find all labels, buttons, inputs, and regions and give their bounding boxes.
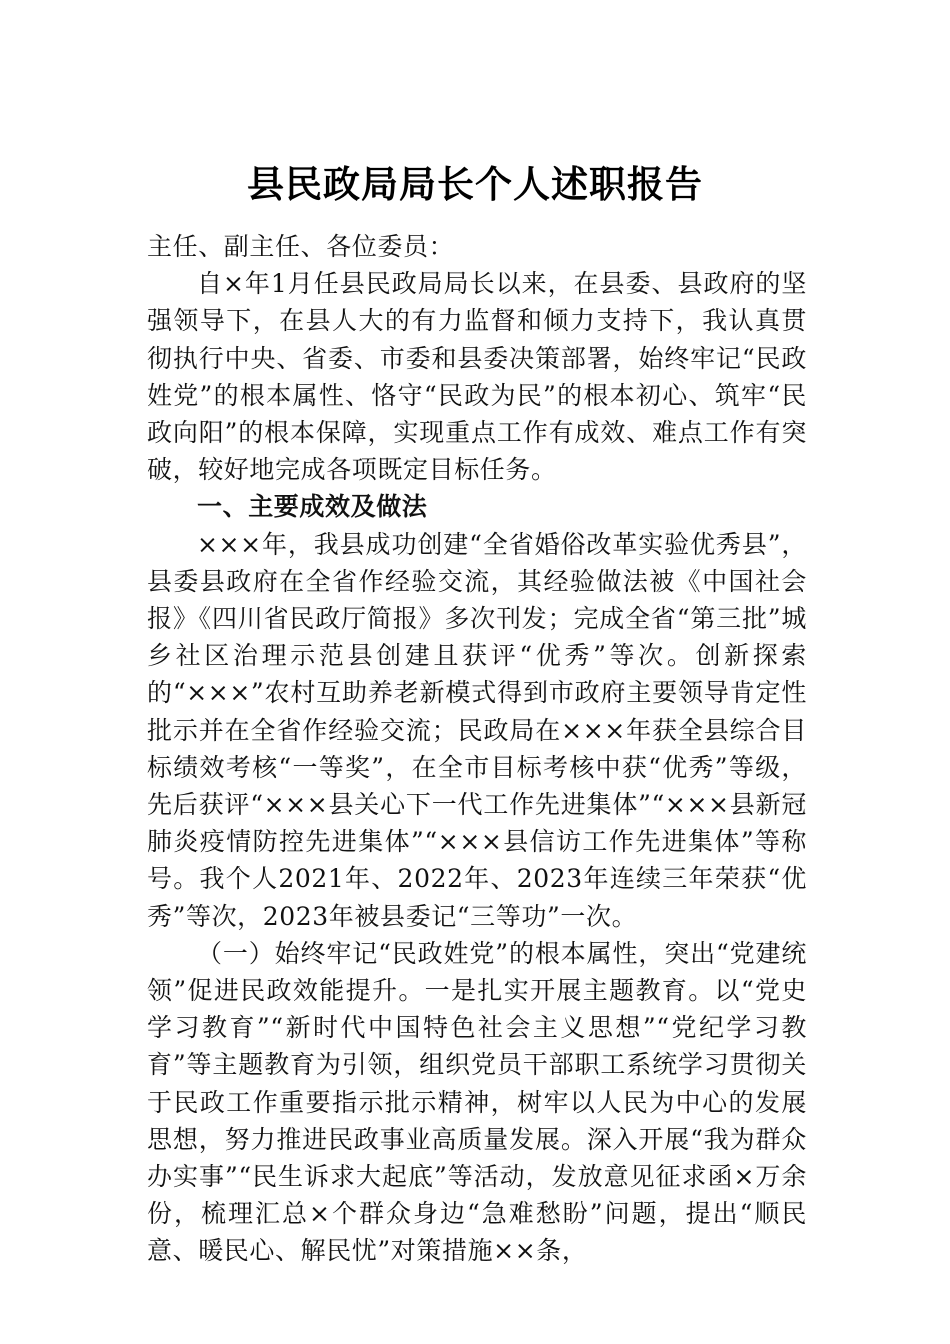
section-heading: 一、主要成效及做法 [197, 492, 428, 522]
subsection-paragraph: （一）始终牢记“民政姓党”的根本属性，突出“党建统领”促进民政效能提升。一是扎实开展主题教育。以“党史学习教育”“新时代中国特色社会主义思想”“党纪学习教育”等主题教育为引领，组织党员干部职工系统学习贯彻关于民政工作重要指示批示精神，树牢以人民为中心的发展思想，努力推进民政事业高质量发展。深入开展“我为群众办实事”“民生诉求大起底”等活动，发放意见征求函×万余份，梳理汇总×个群众身边“急难愁盼”问题，提出“顺民意、暖民心、解民忧”对策措施××条， [147, 938, 807, 1266]
document-body [147, 228, 807, 1270]
intro-paragraph: 自×年1月任县民政局局长以来，在县委、县政府的坚强领导下，在县人大的有力监督和倾力支持下，我认真贯彻执行中央、省委、市委和县委决策部署，始终牢记“民政姓党”的根本属性、恪守“民政为民”的根本初心、筑牢“民政向阳”的根本保障，实现重点工作有成效、难点工作有突破，较好地完成各项既定目标任务。 [147, 269, 807, 485]
document-title: 县民政局局长个人述职报告 [247, 162, 703, 206]
salutation: 主任、副主任、各位委员： [147, 232, 455, 261]
section-paragraph: ×××年，我县成功创建“全省婚俗改革实验优秀县”，县委县政府在全省作经验交流，其经验做法被《中国社会报》《四川省民政厅简报》多次刊发；完成全省“第三批”城乡社区治理示范县创建且获评“优秀”等次。创新探索的“×××”农村互助养老新模式得到市政府主要领导肯定性批示并在全省作经验交流；民政局在×××年获全县综合目标绩效考核“一等奖”，在全市目标考核中获“优秀”等级，先后获评“×××县关心下一代工作先进集体”“×××县新冠肺炎疫情防控先进集体”“×××县信访工作先进集体”等称号。我个人2021年、2022年、2023年连续三年荣获“优秀”等次，2023年被县委记“三等功”一次。 [147, 529, 807, 931]
